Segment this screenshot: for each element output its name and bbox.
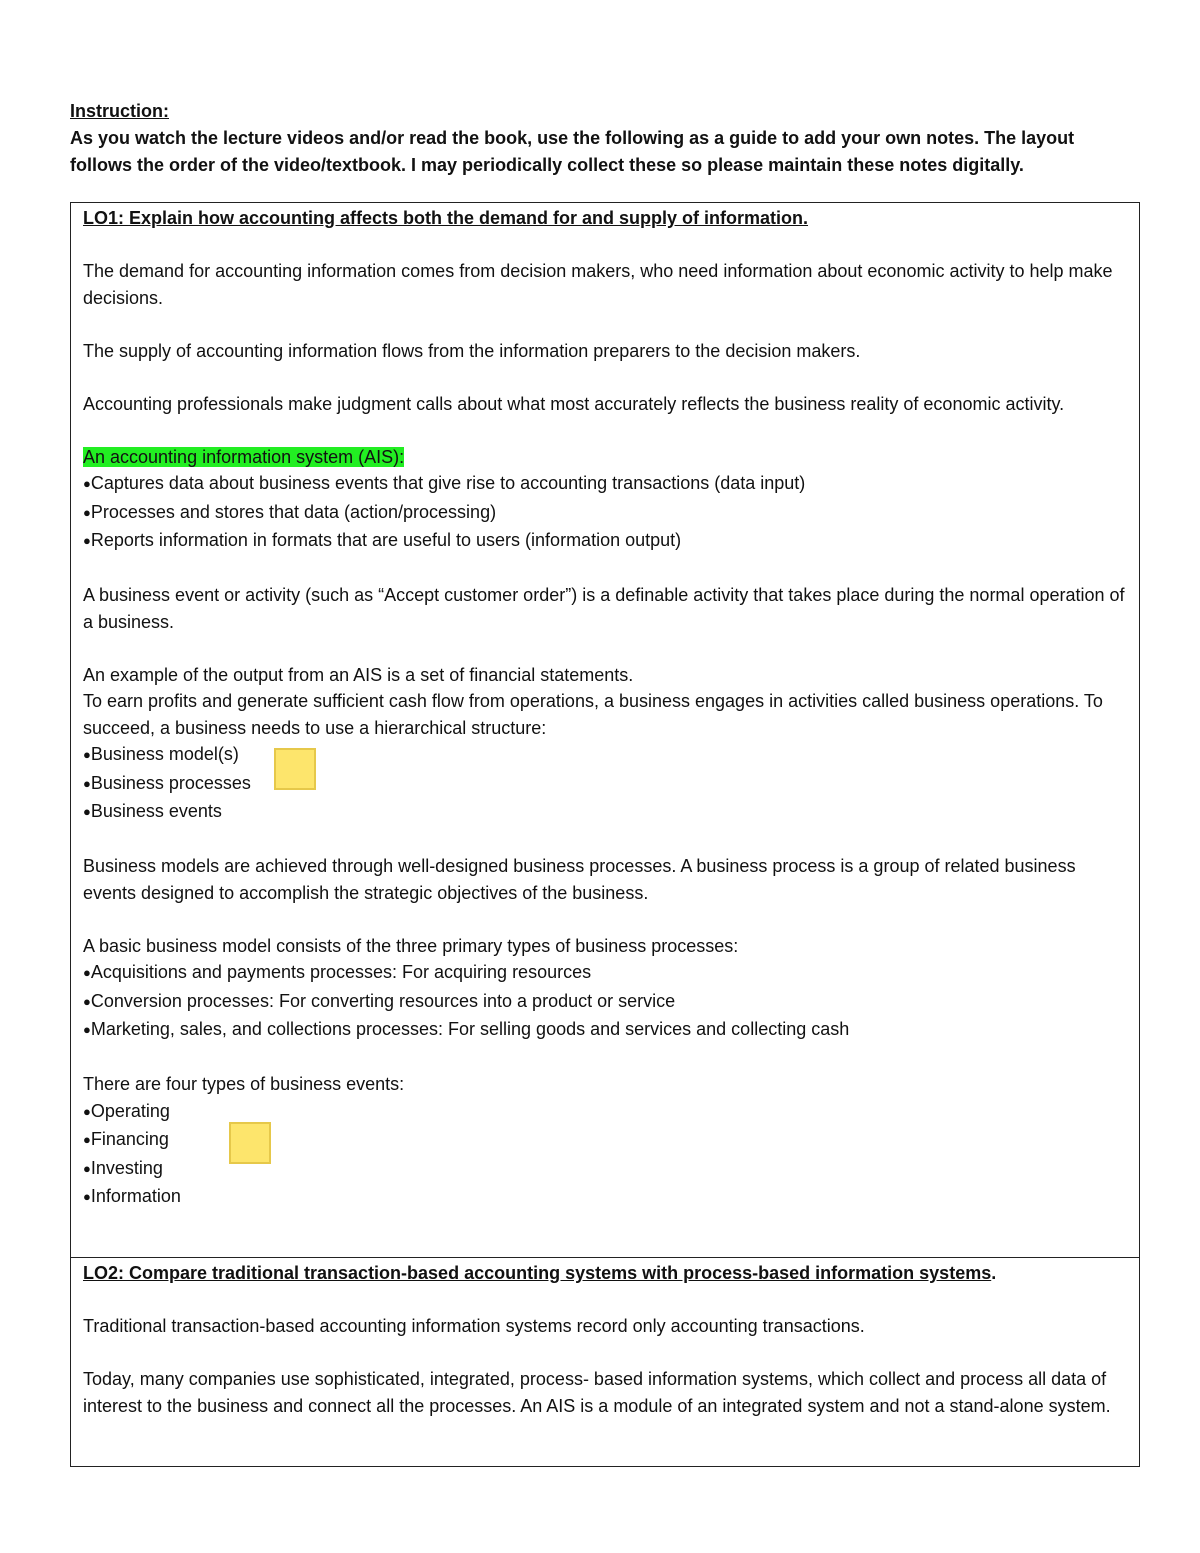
- ais-heading-highlighted: An accounting information system (AIS):: [83, 446, 405, 467]
- instruction-heading: Instruction:: [70, 101, 169, 121]
- ais-bullet-list: [83, 470, 1127, 556]
- list-item: ● Financing: [83, 1126, 1127, 1155]
- lo1-business-models-paragraph: Business models are achieved through well-designed business processes. A business process is a group of related business events designed to accomplish the strategic objectives of the business.: [83, 856, 1076, 903]
- notes-table: [70, 202, 1140, 1467]
- lo1-basic-model-paragraph: A basic business model consists of the three primary types of business processes:: [83, 935, 739, 956]
- list-item: ● Business events: [83, 798, 1127, 827]
- lo1-demand-paragraph: The demand for accounting information comes from decision makers, who need information about economic activity to help make decisions.: [83, 261, 1113, 308]
- lo1-title: LO1: Explain how accounting affects both the demand for and supply of information.: [83, 208, 809, 228]
- lo1-supply-paragraph: The supply of accounting information flows from the information preparers to the decision makers.: [83, 340, 861, 361]
- list-item: ● Processes and stores that data (action/processing): [83, 499, 1127, 528]
- list-item: ● Marketing, sales, and collections processes: For selling goods and services and collecting cash: [83, 1016, 1127, 1045]
- list-item: ● Reports information in formats that are useful to users (information output): [83, 527, 1127, 556]
- list-item: ● Information: [83, 1183, 1127, 1212]
- lo2-integrated-paragraph: Today, many companies use sophisticated, integrated, process- based information systems, which collect and process all data of interest to the business and connect all the processes. An AIS is a module of an integrated system and not a stand-alone system.: [83, 1369, 1111, 1416]
- structure-bullet-list: [83, 741, 1127, 827]
- lo1-business-event-paragraph: A business event or activity (such as “Accept customer order”) is a definable activity that takes place during the normal operation of a business.: [83, 585, 1125, 632]
- lo1-judgment-paragraph: Accounting professionals make judgment calls about what most accurately reflects the business reality of economic activity.: [83, 393, 1065, 414]
- lo1-operations-paragraph: To earn profits and generate sufficient cash flow from operations, a business engages in activities called business operations. To succeed, a business needs to use a hierarchical structure:: [83, 691, 1103, 738]
- list-item: ● Business processes: [83, 770, 1127, 799]
- list-item: ● Acquisitions and payments processes: For acquiring resources: [83, 959, 1127, 988]
- sticky-note-icon[interactable]: [229, 1122, 271, 1164]
- lo1-cell[interactable]: [71, 203, 1139, 1258]
- list-item: ● Captures data about business events that give rise to accounting transactions (data input): [83, 470, 1127, 499]
- instruction-text: As you watch the lecture videos and/or read the book, use the following as a guide to add your own notes. The layout follows the order of the video/textbook. I may periodically collect these so please maintain these notes digitally.: [70, 128, 1075, 175]
- sticky-note-icon[interactable]: [274, 748, 316, 790]
- list-item: ● Conversion processes: For converting resources into a product or service: [83, 988, 1127, 1017]
- lo1-output-paragraph: An example of the output from an AIS is a set of financial statements.: [83, 664, 634, 685]
- list-item: ● Operating: [83, 1098, 1127, 1127]
- list-item: ● Investing: [83, 1155, 1127, 1184]
- lo2-title: LO2: Compare traditional transaction-based accounting systems with process-based information systems: [83, 1263, 992, 1283]
- list-item: ● Business model(s): [83, 741, 1127, 770]
- lo2-traditional-paragraph: Traditional transaction-based accounting information systems record only accounting transactions.: [83, 1316, 865, 1336]
- process-bullet-list: [83, 959, 1127, 1045]
- lo1-event-types-paragraph: There are four types of business events:: [83, 1074, 405, 1094]
- instruction-block: [70, 98, 1140, 179]
- lo2-cell[interactable]: [71, 1258, 1139, 1466]
- lo2-title-period: .: [991, 1263, 997, 1283]
